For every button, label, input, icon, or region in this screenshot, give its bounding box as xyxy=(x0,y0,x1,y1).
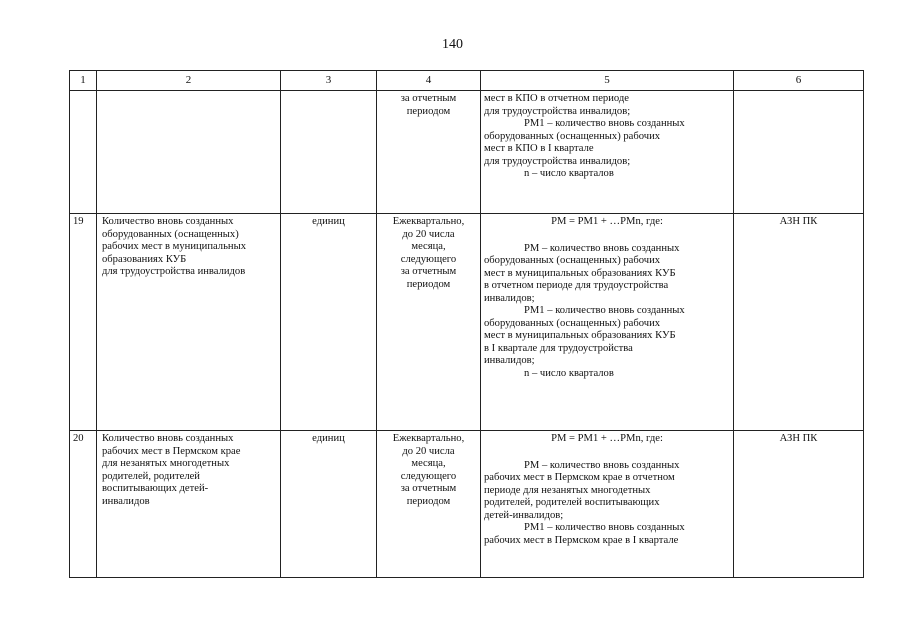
period-line: месяца, xyxy=(411,458,446,469)
method-line: РМ – количество вновь созданных xyxy=(524,459,680,471)
method-line: рабочих мест в Пермском крае в отчетном xyxy=(484,472,675,483)
cell-name xyxy=(97,214,281,431)
period-line: Ежеквартально, xyxy=(392,433,465,444)
column-header: 3 xyxy=(281,71,377,91)
cell-name xyxy=(97,91,281,214)
cell-num: 20 xyxy=(70,431,97,578)
period-line: следующего xyxy=(400,470,457,482)
column-header: 1 xyxy=(70,71,97,91)
cell-unit xyxy=(281,91,377,214)
name-line: Количество вновь созданных xyxy=(102,433,234,444)
method-line: для трудоустройства инвалидов; xyxy=(484,155,631,167)
period-line: за отчетным xyxy=(400,483,457,494)
method-line: оборудованных (оснащенных) рабочих xyxy=(484,130,661,142)
cell-period xyxy=(377,214,481,431)
name-line: воспитывающих детей- xyxy=(102,483,209,494)
formula: РМ = РМ1 + …РМn, где: xyxy=(551,433,663,444)
method-line: периоде для незанятых многодетных xyxy=(484,484,651,496)
method-line: мест в КПО в I квартале xyxy=(484,143,594,154)
period-line: периодом xyxy=(406,495,451,507)
table-row-continued xyxy=(70,91,864,214)
method-line: родителей, родителей воспитывающих xyxy=(484,497,660,508)
method-line: n – число кварталов xyxy=(524,168,614,179)
cell-num xyxy=(70,91,97,214)
cell-name xyxy=(97,431,281,578)
method-line: n – число кварталов xyxy=(524,367,614,379)
method-line: мест в муниципальных образованиях КУБ xyxy=(484,267,676,279)
name-line: Количество вновь созданных xyxy=(102,216,234,227)
method-line: инвалидов; xyxy=(484,292,535,304)
period-line: за отчетным xyxy=(400,266,457,277)
method-line: РМ1 – количество вновь созданных xyxy=(524,522,685,533)
method-line: мест в муниципальных образованиях КУБ xyxy=(484,330,676,341)
method-line: в отчетном периоде для трудоустройства xyxy=(484,280,669,291)
cell-method xyxy=(481,431,734,578)
column-header: 4 xyxy=(377,71,481,91)
period-line: за отчетным xyxy=(400,93,457,104)
period-line: периодом xyxy=(406,278,451,290)
method-line: РМ1 – количество вновь созданных xyxy=(524,305,685,316)
method-line: детей-инвалидов; xyxy=(484,509,564,521)
name-line: оборудованных (оснащенных) xyxy=(102,228,239,240)
period-line: до 20 числа xyxy=(402,228,455,240)
method-line: в I квартале для трудоустройства xyxy=(484,342,633,354)
name-line: рабочих мест в Пермском крае xyxy=(102,445,241,457)
period-line: до 20 числа xyxy=(402,445,455,457)
period-line: месяца, xyxy=(411,241,446,252)
indicators-table xyxy=(69,70,864,578)
period-line: периодом xyxy=(406,105,451,117)
method-line: оборудованных (оснащенных) рабочих xyxy=(484,317,661,329)
cell-source: АЗН ПК xyxy=(734,214,864,431)
cell-source xyxy=(734,91,864,214)
name-line: родителей, родителей xyxy=(102,470,200,482)
method-line: рабочих мест в Пермском крае в I квартале xyxy=(484,534,679,546)
page-number: 140 xyxy=(442,37,463,52)
column-header: 5 xyxy=(481,71,734,91)
cell-method xyxy=(481,91,734,214)
period-line: следующего xyxy=(400,253,457,265)
period-line: Ежеквартально, xyxy=(392,216,465,227)
method-line: РМ – количество вновь созданных xyxy=(524,242,680,254)
method-line: мест в КПО в отчетном периоде xyxy=(484,93,629,104)
formula: РМ = РМ1 + …РМn, где: xyxy=(551,216,663,227)
name-line: инвалидов xyxy=(102,495,150,507)
cell-method xyxy=(481,214,734,431)
method-line: для трудоустройства инвалидов; xyxy=(484,105,631,117)
cell-source: АЗН ПК xyxy=(734,431,864,578)
table-row-19 xyxy=(70,214,864,431)
table-row-20 xyxy=(70,431,864,578)
name-line: для трудоустройства инвалидов xyxy=(102,266,246,277)
cell-unit: единиц xyxy=(281,431,377,578)
method-line: инвалидов; xyxy=(484,355,535,366)
name-line: для незанятых многодетных xyxy=(102,458,230,469)
column-header: 2 xyxy=(97,71,281,91)
method-line: оборудованных (оснащенных) рабочих xyxy=(484,255,661,266)
method-line: РМ1 – количество вновь созданных xyxy=(524,118,685,129)
name-line: рабочих мест в муниципальных xyxy=(102,241,246,252)
cell-period xyxy=(377,431,481,578)
cell-num: 19 xyxy=(70,214,97,431)
table-header-row xyxy=(70,71,864,91)
cell-unit: единиц xyxy=(281,214,377,431)
name-line: образованиях КУБ xyxy=(102,253,187,265)
column-header: 6 xyxy=(734,71,864,91)
cell-period xyxy=(377,91,481,214)
